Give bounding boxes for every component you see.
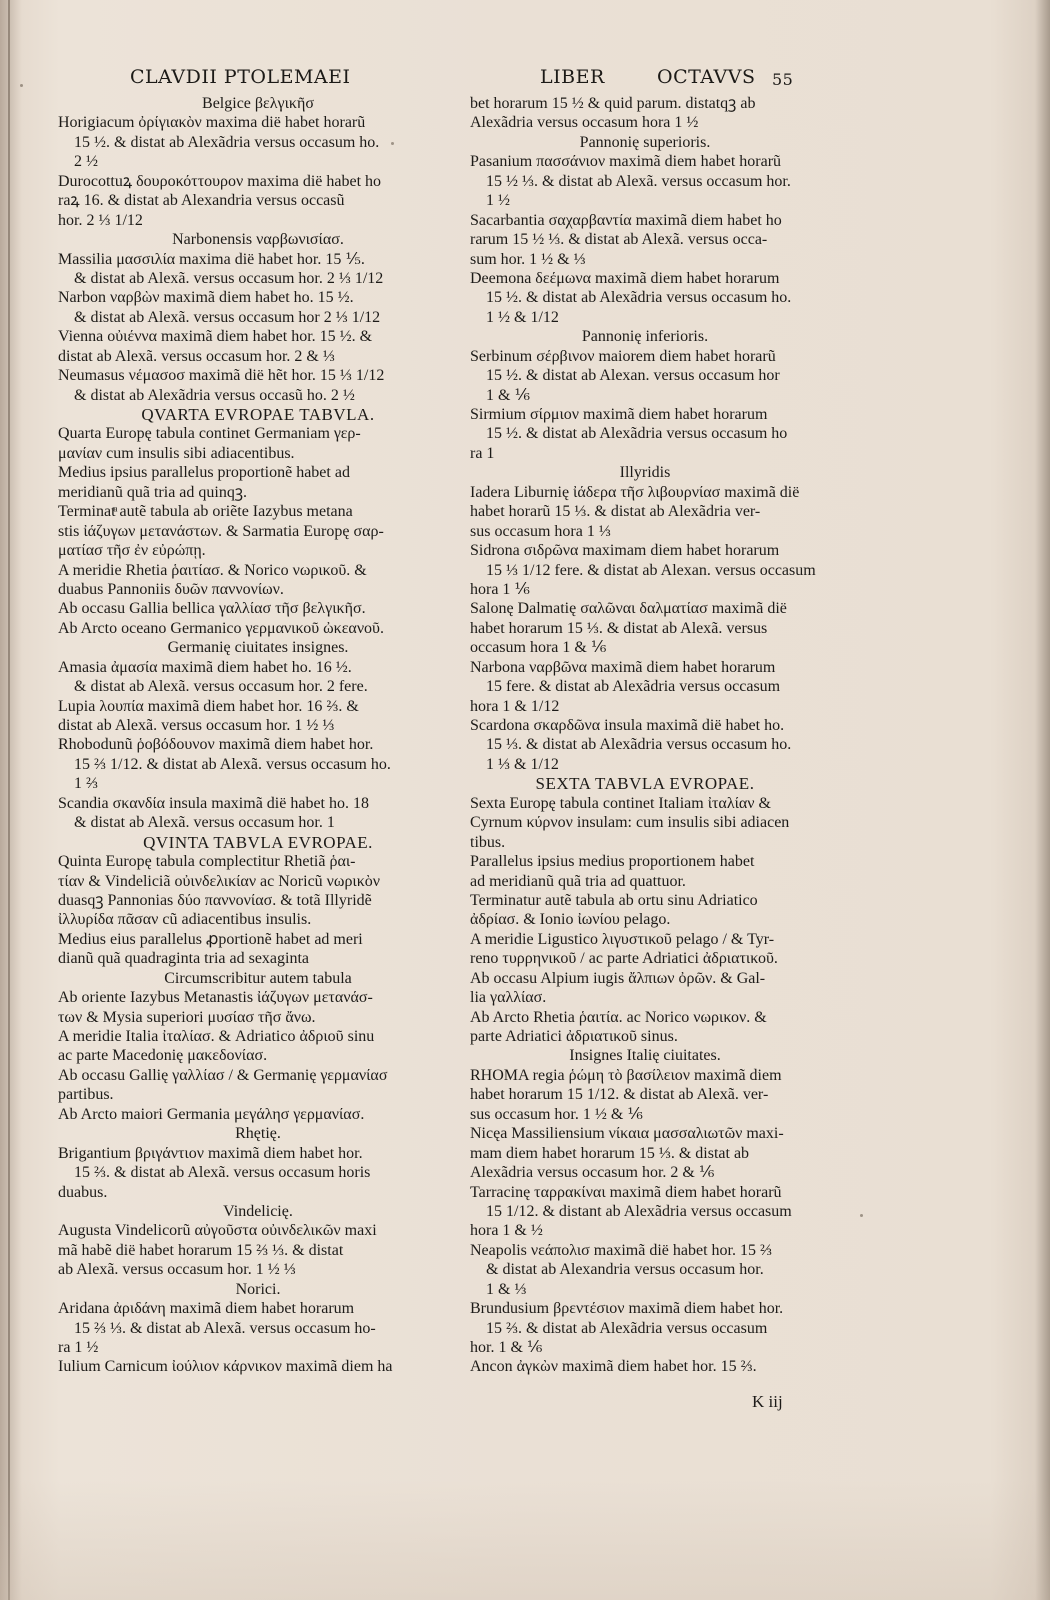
text-line: Ab Arcto maiori Germania μεγάλησ γερμανίασ. xyxy=(58,1105,365,1123)
text-line: Durocottuꝝ δουροκόττουρον maxima dië habet ho xyxy=(58,172,382,190)
text-line: Insignes Italię ciuitates. xyxy=(569,1047,721,1065)
text-line: A meridie Rhetia ῥαιτίασ. & Norico νωρικοῦ. & xyxy=(58,561,367,579)
text-line: Augusta Vindelicorũ αὐγοῦστα οὐινδελικῶν maxi xyxy=(58,1222,377,1240)
text-line: A meridie Italia ἰταλίασ. & Adriatico ἀδριοῦ sinu xyxy=(58,1028,375,1045)
text-line: 15 ⅔. & distat ab Alexã. versus occasum horis xyxy=(74,1164,371,1182)
text-line: sum hor. 1 ½ & ⅓ xyxy=(470,250,586,268)
text-line: Brigantium βριγάντιον maximã diem habet hor. xyxy=(58,1144,363,1162)
text-line: μανίαν cum insulis sibi adiacentibus. xyxy=(58,444,295,462)
text-line: bet horarum 15 ½ & quid parum. distatqꝫ ab xyxy=(470,95,756,112)
text-line: Pannonię superioris. xyxy=(579,133,711,151)
text-line: Iulium Carnicum ἰούλιον κάρνικον maximã diem ha xyxy=(58,1358,393,1376)
text-line: & distat ab Alexã. versus occasum hor. 2 ⅓ 1/12 xyxy=(74,269,384,287)
text-line: RHOMA regia ῥώμη τὸ βασίλειον maximã diem xyxy=(470,1066,782,1084)
text-line: Sacarbantia σαχαρβαντία maximã diem habet ho xyxy=(470,211,782,229)
text-line: hora 1 & 1/12 xyxy=(470,697,560,715)
text-line: Alexãdria versus occasum hor. 2 & ⅙ xyxy=(470,1164,715,1182)
text-line: ra 1 ½ xyxy=(58,1339,99,1356)
text-line: & distat ab Alexã. versus occasum hor 2 ⅓ 1/12 xyxy=(74,308,381,326)
text-line: Iadera Liburnię ἰάδερα τῆσ λιβουρνίασ maximã dië xyxy=(470,483,800,501)
text-line: Pasanium πασσάνιον maximã diem habet horarũ xyxy=(470,153,782,171)
text-line: 15 ½. & distat ab Alexãdria versus occasum ho. xyxy=(486,289,792,307)
text-line: Norici. xyxy=(235,1280,281,1298)
text-line: Rhętię. xyxy=(235,1125,281,1143)
text-line: ἰλλυρίδα πᾶσαν cũ adiacentibus insulis. xyxy=(58,911,312,929)
text-line: Horigiacum ὀρίγιακὸν maxima dië habet horarũ xyxy=(58,114,366,132)
right-text-column xyxy=(470,94,820,1377)
text-line: QVINTA TABVLA EVROPAE. xyxy=(143,832,373,852)
text-line: 15 ⅓. & distat ab Alexãdria versus occasum ho. xyxy=(486,736,792,754)
text-line: Neumasus νέμασοσ maximã dië hẽt hor. 15 ⅓ 1/12 xyxy=(58,367,385,385)
paper-stain xyxy=(0,1480,1050,1600)
text-line: Parallelus ipsius medius proportionem habet xyxy=(470,853,755,871)
text-line: 15 ½. & distat ab Alexan. versus occasum hor xyxy=(486,367,780,385)
text-line: & distat ab Alexã. versus occasum hor. 1 xyxy=(74,814,335,832)
text-line: hora 1 & ½ xyxy=(470,1222,543,1240)
text-line: ab Alexã. versus occasum hor. 1 ½ ⅓ xyxy=(58,1261,296,1279)
text-line: Salonę Dalmatię σαλῶναι δαλματίασ maximã dië xyxy=(470,600,787,618)
text-line: sus occasum hora 1 ⅓ xyxy=(470,522,611,540)
text-line: distat ab Alexã. versus occasum hor. 1 ½ ⅓ xyxy=(58,717,335,734)
text-line: QVARTA EVROPAE TABVLA. xyxy=(141,405,375,424)
text-line: ad meridianũ quã tria ad quattuor. xyxy=(470,872,686,890)
ink-speck xyxy=(20,84,23,87)
text-line: mam diem habet horarum 15 ⅓. & distat ab xyxy=(470,1144,750,1162)
text-line: ac parte Macedonię μακεδονίασ. xyxy=(58,1047,268,1065)
text-line: distat ab Alexã. versus occasum hor. 2 & ⅓ xyxy=(58,347,335,365)
running-head-center: LIBER xyxy=(540,66,605,88)
text-line: partibus. xyxy=(58,1086,114,1104)
text-line: dianũ quã quadraginta tria ad sexaginta xyxy=(58,950,310,968)
text-line: 15 fere. & distat ab Alexãdria versus occasum xyxy=(486,678,781,696)
text-line: raꝝ 16. & distat ab Alexandria versus occasũ xyxy=(58,192,345,210)
text-line: Scandia σκανδία insula maximã dië habet ho. 18 xyxy=(58,794,369,812)
left-text-column xyxy=(58,94,458,1377)
text-line: Scardona σκαρδῶνα insula maximã dië habet ho. xyxy=(470,717,785,734)
running-head-left: CLAVDII PTOLEMAEI xyxy=(130,66,351,88)
text-line: Tarracinę ταρρακίναι maximã diem habet horarũ xyxy=(470,1183,782,1201)
text-line: hor. 2 ⅓ 1/12 xyxy=(58,211,143,229)
text-line: Lupia λουπία maximã diem habet hor. 16 ⅔. & xyxy=(58,697,359,715)
text-line: 1 ½ xyxy=(486,192,510,210)
text-line: Ab occasu Alpium iugis ἄλπιων ὀρῶν. & Gal- xyxy=(470,969,766,987)
text-line: 15 1/12. & distant ab Alexãdria versus occasum xyxy=(486,1202,792,1220)
text-line: Serbinum σέρβινον maiorem diem habet horarũ xyxy=(470,347,776,365)
text-line: Cyrnum κύρνον insulam: cum insulis sibi adiacen xyxy=(470,814,790,832)
text-line: 15 ½ ⅓. & distat ab Alexã. versus occasum hor. xyxy=(486,172,791,190)
text-line: habet horarum 15 1/12. & distat ab Alexã. ver- xyxy=(470,1086,769,1104)
text-line: Belgice βελγικῆσ xyxy=(202,95,314,112)
text-line: 15 ⅔ 1/12. & distat ab Alexã. versus occasum ho. xyxy=(74,755,391,773)
text-line: 15 ⅓ 1/12 fere. & distat ab Alexan. versus occasum xyxy=(486,561,816,579)
text-line: Vindelicię. xyxy=(223,1202,293,1220)
text-line: duasqꝫ Pannonias δύο παννονίασ. & totã Illyridẽ xyxy=(58,891,372,909)
text-line: duabus. xyxy=(58,1183,108,1201)
text-line: Massilia μασσιλία maxima dië habet hor. 15 ⅕. xyxy=(58,250,365,268)
text-line: Medius ipsius parallelus proportionẽ habet ad xyxy=(58,464,350,482)
text-line: & distat ab Alexandria versus occasum hor. xyxy=(486,1261,764,1279)
text-line: occasum hora 1 & ⅙ xyxy=(470,639,607,657)
text-line: Narbon ναρβὼν maximã diem habet ho. 15 ½. xyxy=(58,289,354,307)
text-line: 1 & ⅙ xyxy=(486,386,530,404)
text-line: Alexãdria versus occasum hora 1 ½ xyxy=(470,114,699,132)
text-line: reno τυρρηνικοῦ / ac parte Adriatici ἀδριατικοῦ. xyxy=(470,950,778,968)
text-line: Ancon ἀγκὼν maximã diem habet hor. 15 ⅔. xyxy=(470,1358,757,1376)
text-line: Medius eius parallelus ꝓportionẽ habet ad meri xyxy=(58,930,363,948)
text-line: ματίασ τῆσ ἐν εὐρώπῃ. xyxy=(58,542,206,560)
text-line: Ab occasu Gallię γαλλίασ / & Germanię γερμανίασ xyxy=(58,1066,388,1084)
text-line: 1 & ⅓ xyxy=(486,1280,527,1298)
text-line: τίαν & Vindeliciã οὐινδελικίαν ac Noricũ νωρικὸν xyxy=(58,872,381,890)
text-line: Sirmium σίρμιον maximã diem habet horarum xyxy=(470,406,768,423)
text-line: mã habẽ dië habet horarum 15 ⅔ ⅓. & distat xyxy=(58,1241,344,1259)
text-line: ra 1 xyxy=(470,444,495,462)
text-line: Pannonię inferioris. xyxy=(581,328,709,346)
text-line: Sidrona σιδρῶνα maximam diem habet horarum xyxy=(470,542,780,560)
text-line: Quinta Europę tabula complectitur Rhetiã ῥαι- xyxy=(58,853,356,871)
text-line: rarum 15 ½ ⅓. & distat ab Alexã. versus occa- xyxy=(470,231,768,249)
ink-speck xyxy=(860,1214,863,1217)
text-line: hora 1 ⅙ xyxy=(470,580,530,598)
text-line: των & Mysia superiori μυσίασ τῆσ ἄνω. xyxy=(58,1008,316,1026)
text-line: Illyridis xyxy=(619,464,671,482)
text-line: Brundusium βρεντέσιον maximã diem habet hor. xyxy=(470,1300,784,1318)
text-line: Germanię ciuitates insignes. xyxy=(167,639,349,657)
text-line: Quarta Europę tabula continet Germaniam γερ- xyxy=(58,425,361,443)
text-line: Ab occasu Gallia bellica γαλλίασ τῆσ βελγικῆσ. xyxy=(58,600,366,618)
text-line: Neapolis νεάπολισ maximã dië habet hor. 15 ⅔ xyxy=(470,1241,772,1259)
text-line: 15 ⅔ ⅓. & distat ab Alexã. versus occasum ho- xyxy=(74,1319,376,1337)
text-line: Ab oriente Iazybus Metanastis ἰάζυγων μετανάσ- xyxy=(58,989,373,1007)
text-line: parte Adriatici ἀδριατικοῦ sinus. xyxy=(470,1028,678,1045)
text-line: 1 ⅓ & 1/12 xyxy=(486,755,559,773)
text-line: 15 ⅔. & distat ab Alexãdria versus occasum xyxy=(486,1319,768,1337)
binding-edge xyxy=(8,0,10,1600)
text-line: tibus. xyxy=(470,833,506,851)
text-line: Circumscribitur autem tabula xyxy=(164,969,352,987)
text-line: Terminatur autẽ tabula ab ortu sinu Adriatico xyxy=(470,891,758,909)
ink-speck xyxy=(391,142,394,145)
text-line: Narbonensis ναρβωνισίασ. xyxy=(172,231,344,249)
text-line: Sexta Europę tabula continet Italiam ἰταλίαν & xyxy=(470,794,771,812)
text-line: stis ἰάζυγων μετανάστων. & Sarmatia Europę σαρ- xyxy=(58,522,384,540)
text-line: Terminatͣ autẽ tabula ab oriẽte Iazybus metana xyxy=(58,503,353,521)
text-line: sus occasum hor. 1 ½ & ⅙ xyxy=(470,1105,643,1123)
text-line: hor. 1 & ⅙ xyxy=(470,1339,543,1356)
text-line: 15 ½. & distat ab Alexãdria versus occasum ho xyxy=(486,425,788,443)
text-line: & distat ab Alexãdria versus occasũ ho. 2 ½ xyxy=(74,386,355,404)
text-line: & distat ab Alexã. versus occasum hor. 2 fere. xyxy=(74,678,368,696)
running-head-right: OCTAVVS xyxy=(657,66,756,88)
text-line: Amasia ἀμασία maximã diem habet ho. 16 ½. xyxy=(58,658,352,676)
text-line: habet horarum 15 ⅓. & distat ab Alexã. versus xyxy=(470,619,768,637)
text-line: SEXTA TABVLA EVROPAE. xyxy=(535,774,755,794)
text-line: habet horarũ 15 ⅓. & distat ab Alexãdria ver- xyxy=(470,503,761,521)
text-line: Rhobodunũ ῥοβόδουνον maximã diem habet hor. xyxy=(58,736,374,754)
signature-mark: K iij xyxy=(752,1392,783,1411)
text-line: duabus Pannoniis δυῶν παννονίων. xyxy=(58,580,284,598)
text-line: ἀδρίασ. & Ionio ἰωνίου pelago. xyxy=(470,911,671,929)
text-line: lia γαλλίασ. xyxy=(470,989,547,1007)
text-line: 1 ⅔ xyxy=(74,775,98,793)
text-line: Narbona ναρβῶνα maximã diem habet horarum xyxy=(470,658,776,676)
text-line: Vienna οὐιέννα maximã diem habet hor. 15 ½. & xyxy=(58,328,373,346)
text-line: Nicęa Massiliensium νίκαια μασσαλιωτῶν maxi- xyxy=(470,1125,784,1143)
page-number: 55 xyxy=(772,70,794,89)
text-line: 1 ½ & 1/12 xyxy=(486,308,559,326)
text-line: Ab Arcto Rhetia ῥαιτία. ac Norico νωρικον. & xyxy=(470,1008,767,1026)
text-line: Aridana ἀριδάνη maximã diem habet horarum xyxy=(58,1300,355,1318)
text-line: Deemona δεέμωνα maximã diem habet horarum xyxy=(470,269,780,287)
text-line: meridianũ quã tria ad quinqꝫ. xyxy=(58,483,248,501)
text-line: A meridie Ligustico λιγυστικοῦ pelago / & Tyr- xyxy=(470,930,775,948)
text-line: Ab Arcto oceano Germanico γερμανικοῦ ὠκεανοῦ. xyxy=(58,619,384,637)
text-line: 15 ½. & distat ab Alexãdria versus occasum ho. xyxy=(74,133,380,151)
text-line: 2 ½ xyxy=(74,153,98,171)
